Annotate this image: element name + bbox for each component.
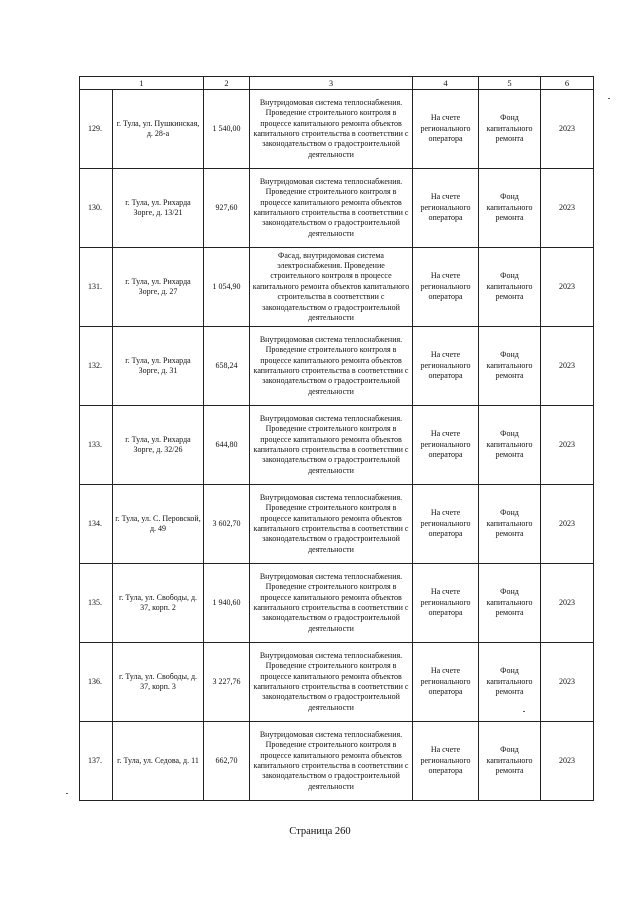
row-fund: Фонд капитального ремонта	[479, 327, 541, 406]
row-works: Внутридомовая система теплоснабжения. Проведение строительного контроля в процессе капитального ремонта объектов капитального строительства в соответствии с законодательством о градостроительной деятельности	[250, 406, 413, 485]
table-row	[80, 722, 594, 801]
table-row	[80, 169, 594, 248]
row-year: 2023	[541, 327, 594, 406]
row-funding-source: На счете регионального оператора	[413, 564, 479, 643]
row-address: г. Тула, ул. Свободы, д. 37, корп. 2	[113, 564, 204, 643]
row-works: Внутридомовая система теплоснабжения. Проведение строительного контроля в процессе капитального ремонта объектов капитального строительства в соответствии с законодательством о градостроительной деятельности	[250, 722, 413, 801]
row-number: 132.	[80, 327, 113, 406]
row-fund: Фонд капитального ремонта	[479, 90, 541, 169]
row-funding-source: На счете регионального оператора	[413, 722, 479, 801]
page-number: Страница 260	[289, 826, 351, 837]
row-works: Внутридомовая система теплоснабжения. Проведение строительного контроля в процессе капитального ремонта объектов капитального строительства в соответствии с законодательством о градостроительной деятельности	[250, 485, 413, 564]
row-fund: Фонд капитального ремонта	[479, 169, 541, 248]
row-funding-source: На счете регионального оператора	[413, 248, 479, 327]
table-row	[80, 485, 594, 564]
table-row	[80, 90, 594, 169]
row-funding-source: На счете регионального оператора	[413, 327, 479, 406]
table-header-row	[80, 77, 594, 90]
row-number: 129.	[80, 90, 113, 169]
row-works: Внутридомовая система теплоснабжения. Проведение строительного контроля в процессе капитального ремонта объектов капитального строительства в соответствии с законодательством о градостроительной деятельности	[250, 327, 413, 406]
row-year: 2023	[541, 248, 594, 327]
row-address: г. Тула, ул. Рихарда Зорге, д. 27	[113, 248, 204, 327]
row-year: 2023	[541, 722, 594, 801]
row-fund: Фонд капитального ремонта	[479, 248, 541, 327]
row-area: 658,24	[204, 327, 250, 406]
table-body	[80, 77, 594, 801]
row-area: 1 940,60	[204, 564, 250, 643]
row-area: 1 054,90	[204, 248, 250, 327]
row-area: 3 227,76	[204, 643, 250, 722]
row-address: г. Тула, ул. Рихарда Зорге, д. 32/26	[113, 406, 204, 485]
row-area: 927,60	[204, 169, 250, 248]
row-year: 2023	[541, 90, 594, 169]
scan-speck	[608, 98, 610, 99]
row-number: 137.	[80, 722, 113, 801]
row-number: 135.	[80, 564, 113, 643]
repair-schedule-table	[79, 76, 594, 801]
column-header-2: 2	[204, 77, 250, 90]
row-number: 136.	[80, 643, 113, 722]
row-works: Внутридомовая система теплоснабжения. Проведение строительного контроля в процессе капитального ремонта объектов капитального строительства в соответствии с законодательством о градостроительной деятельности	[250, 90, 413, 169]
row-funding-source: На счете регионального оператора	[413, 643, 479, 722]
scan-speck	[66, 793, 68, 794]
column-header-5: 5	[479, 77, 541, 90]
row-address: г. Тула, ул. Пушкинская, д. 28-а	[113, 90, 204, 169]
row-funding-source: На счете регионального оператора	[413, 90, 479, 169]
row-area: 662,70	[204, 722, 250, 801]
row-works: Внутридомовая система теплоснабжения. Проведение строительного контроля в процессе капитального ремонта объектов капитального строительства в соответствии с законодательством о градостроительной деятельности	[250, 564, 413, 643]
row-area: 644,80	[204, 406, 250, 485]
row-fund: Фонд капитального ремонта	[479, 485, 541, 564]
row-year: 2023	[541, 406, 594, 485]
table-row	[80, 327, 594, 406]
row-fund: Фонд капитального ремонта	[479, 643, 541, 722]
row-address: г. Тула, ул. Рихарда Зорге, д. 13/21	[113, 169, 204, 248]
row-number: 133.	[80, 406, 113, 485]
table-row	[80, 406, 594, 485]
row-fund: Фонд капитального ремонта	[479, 722, 541, 801]
row-address: г. Тула, ул. Свободы, д. 37, корп. 3	[113, 643, 204, 722]
row-number: 130.	[80, 169, 113, 248]
row-area: 1 540,00	[204, 90, 250, 169]
column-header-4: 4	[413, 77, 479, 90]
row-works: Внутридомовая система теплоснабжения. Проведение строительного контроля в процессе капитального ремонта объектов капитального строительства в соответствии с законодательством о градостроительной деятельности	[250, 169, 413, 248]
column-header-6: 6	[541, 77, 594, 90]
table-row	[80, 248, 594, 327]
row-address: г. Тула, ул. С. Перовской, д. 49	[113, 485, 204, 564]
column-header-3: 3	[250, 77, 413, 90]
row-area: 3 602,70	[204, 485, 250, 564]
row-funding-source: На счете регионального оператора	[413, 406, 479, 485]
table-row	[80, 564, 594, 643]
row-address: г. Тула, ул. Рихарда Зорге, д. 31	[113, 327, 204, 406]
row-fund: Фонд капитального ремонта	[479, 564, 541, 643]
row-number: 131.	[80, 248, 113, 327]
row-number: 134.	[80, 485, 113, 564]
row-address: г. Тула, ул. Седова, д. 11	[113, 722, 204, 801]
row-year: 2023	[541, 643, 594, 722]
row-funding-source: На счете регионального оператора	[413, 485, 479, 564]
column-header-1: 1	[80, 77, 204, 90]
row-works: Фасад, внутридомовая система электроснабжения. Проведение строительного контроля в процессе капитального ремонта объектов капитального строительства в соответствии с законодательством о градостроительной деятельности	[250, 248, 413, 327]
row-year: 2023	[541, 485, 594, 564]
row-funding-source: На счете регионального оператора	[413, 169, 479, 248]
row-year: 2023	[541, 564, 594, 643]
scan-speck	[523, 711, 525, 712]
row-works: Внутридомовая система теплоснабжения. Проведение строительного контроля в процессе капитального ремонта объектов капитального строительства в соответствии с законодательством о градостроительной деятельности	[250, 643, 413, 722]
row-fund: Фонд капитального ремонта	[479, 406, 541, 485]
row-year: 2023	[541, 169, 594, 248]
table-row	[80, 643, 594, 722]
